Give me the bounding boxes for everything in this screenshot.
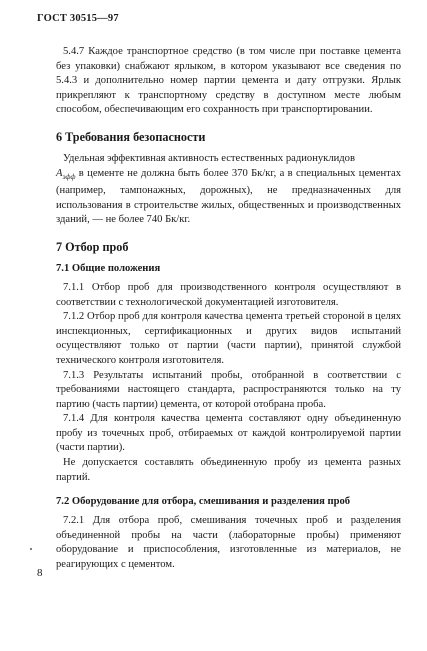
paragraph-7-1-4: 7.1.4 Для контроля качества цемента составляют одну объединенную пробу из точечных проб, отбираемых от каждой контролируемой партии (части партии). [56,413,401,454]
paragraph-7-2-1: 7.2.1 Для отбора проб, смешивания точечных проб и разделения объединенной пробы на части (лабораторные пробы) применяют оборудование и приспособления, изготовленные из материалов, не реагирующих с цементом. [56,515,401,571]
paragraph-7-1-2: 7.1.2 Отбор проб для контроля качества цемента третьей стороной в целях инспекционных, сертификационных и других видов испытаний осуществляют только от партии (части партии), принятой службой технического контроля изготовителя. [56,311,401,366]
paragraph-7-1-3: 7.1.3 Результаты испытаний пробы, отобранной в соответствии с требованиями настоящего стандарта, распространяются только на ту партию (часть партии) цемента, от которой отобрана проба. [56,369,401,410]
document-header: ГОСТ 30515—97 [37,13,119,24]
scan-speck [30,548,32,550]
document-body [56,45,401,573]
paragraph-7-1-4-note: Не допускается составлять объединенную пробу из цемента разных партий. [56,457,401,483]
page-number: 8 [37,567,43,579]
paragraph-7-1-1: 7.1.1 Отбор проб для производственного контроля осуществляют в соответствии с технологической документацией изготовителя. [56,281,401,308]
section-7-title: 7 Отбор проб [56,239,129,254]
paragraph-6-text-b: в цементе не должна быть более 370 Бк/кг, а в специальных цементах (например, тампонажных, дорожных), не предназначенных для использования в строительстве жилых, общественных и производственных зданий, — не более 740 Бк/кг. [56,167,401,226]
symbol-a-eff: $А_{эфф}$ [56,167,76,181]
section-7-1-title: 7.1 Общие положения [56,262,161,274]
section-6-title: 6 Требования безопасности [56,129,206,144]
section-7-2-title: 7.2 Оборудование для отбора, смешивания и разделения проб [56,496,351,508]
paragraph-6 [56,152,401,228]
paragraph-5-4-7: 5.4.7 Каждое транспортное средство (в том числе при поставке цемента без упаковки) снабжают ярлыком, в котором указывают все сведения по 5.4.3 и дополнительно номер партии цемента и дату отгрузки. Ярлык прикрепляют к транспортному средству в доступном месте любым способом, обеспечивающим его сохранность при транспортировании. [56,46,401,116]
paragraph-6-text-a: Удельная эффективная активность естественных радионуклидов [63,152,355,164]
